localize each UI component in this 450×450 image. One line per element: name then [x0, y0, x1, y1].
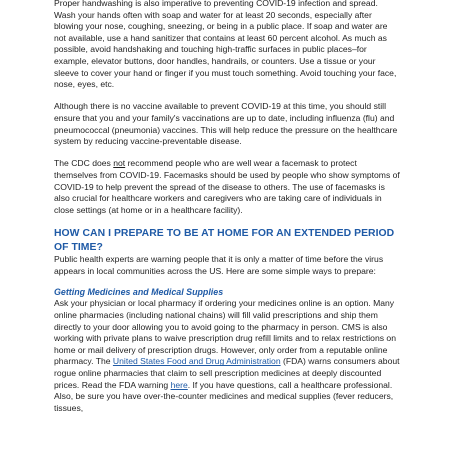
facemask-text-end: recommend people who are well wear a facemask to protect themselves from COVID-19. Facemasks should be used by people who show symptoms of COVID-19 to help prevent the spread of the disease to others. The use of facemasks is also crucial for healthcare workers and caregivers who are taking care of individuals in close settings (at home or in a healthcare facility).: [54, 158, 400, 215]
vaccine-paragraph: Although there is no vaccine available to prevent COVID-19 at this time, you should still ensure that you and your family's vaccinations are up to date, including influenza (flu) and pneumococcal (pneumonia) vaccines. This will help reduce the pressure on the healthcare system by reducing vaccine-preventable disease.: [54, 101, 398, 147]
medicines-paragraph: [54, 298, 400, 414]
handwashing-paragraph: Proper handwashing is also imperative to preventing COVID-19 infection and spread. Wash your hands often with soap and water for at least 20 seconds, especially after blowing your nose, coughing, sneezing, or being in a public place. If soap and water are not available, use a hand sanitizer that contains at least 60 percent alcohol. As much as possible, avoid handshaking and touching high-traffic surfaces in public places–for example, elevator buttons, door handles, handrails, or counters. Use a tissue or your sleeve to cover your hand or finger if you must touch something. Avoid touching your face, nose, eyes, etc.: [54, 0, 397, 90]
facemask-paragraph: [54, 158, 400, 216]
prepare-heading: HOW CAN I PREPARE TO BE AT HOME FOR AN EXTENDED PERIOD OF TIME?: [54, 227, 395, 253]
facemask-emphasis: not: [113, 158, 126, 169]
medicines-subheading: Getting Medicines and Medical Supplies: [54, 286, 224, 297]
fda-link[interactable]: United States Food and Drug Administration: [112, 356, 281, 367]
medicines-text-2: (FDA) warns consumers about rogue online pharmacies that claim to sell prescription medicines at deeply discounted prices. Read the FDA warning: [54, 356, 400, 390]
medicines-text-1: Ask your physician or local pharmacy if ordering your medicines online is an option. Many online pharmacies (including national chains) will fill valid prescriptions and ship them directly to your door allowing you to avoid going to the pharmacy in person. CMS is also working with private plans to waive prescription drug refill limits and to relax restrictions on home or mail delivery of prescription drugs. However, only order from a reputable online pharmacy. The: [54, 298, 396, 367]
intro-paragraph: Public health experts are warning people that it is only a matter of time before the virus appears in local communities across the US. Here are some simple ways to prepare:: [54, 254, 384, 277]
document-page: [54, 0, 400, 414]
facemask-text-start: The CDC does: [54, 158, 114, 169]
medicines-text-3: . If you have questions, call a healthcare professional. Also, be sure you have over-the-counter medicines and medical supplies (fever reducers, tissues,: [54, 379, 394, 413]
fda-warning-link[interactable]: here: [170, 379, 188, 390]
